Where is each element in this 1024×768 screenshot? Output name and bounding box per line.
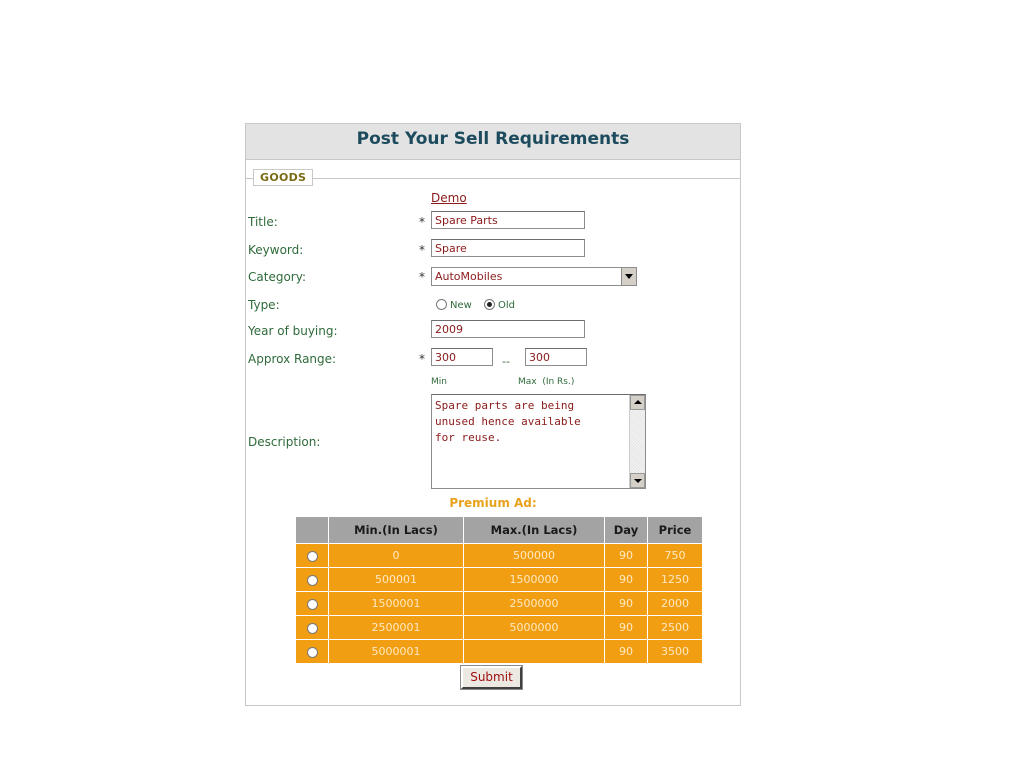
day-cell: 90 — [605, 616, 648, 640]
column-header-select — [296, 517, 329, 544]
type-radio-group — [436, 299, 524, 311]
title-label: Title: — [248, 215, 278, 229]
price-cell: 2000 — [648, 592, 703, 616]
price-cell: 1250 — [648, 568, 703, 592]
column-header-max: Max.(In Lacs) — [464, 517, 605, 544]
scroll-down-icon[interactable] — [630, 473, 645, 488]
table-row[interactable] — [296, 568, 703, 592]
premium-plan-radio[interactable] — [307, 647, 318, 658]
keyword-label: Keyword: — [248, 243, 304, 257]
type-new-label: New — [450, 299, 472, 311]
price-cell: 3500 — [648, 640, 703, 664]
demo-link[interactable]: Demo — [431, 191, 467, 205]
row-select-cell — [296, 592, 329, 616]
day-cell: 90 — [605, 592, 648, 616]
table-header-row — [296, 517, 703, 544]
range-label: Approx Range: — [248, 352, 337, 366]
range-max-caption: Max (In Rs.) — [518, 377, 575, 387]
premium-ad-table — [295, 516, 703, 664]
description-label: Description: — [248, 435, 321, 449]
price-cell: 2500 — [648, 616, 703, 640]
table-row[interactable] — [296, 544, 703, 568]
required-mark: * — [419, 243, 425, 257]
fieldset-divider — [246, 178, 740, 179]
range-max-input[interactable] — [525, 348, 587, 366]
table-row[interactable] — [296, 592, 703, 616]
column-header-price: Price — [648, 517, 703, 544]
max-cell: 2500000 — [464, 592, 605, 616]
day-cell: 90 — [605, 568, 648, 592]
premium-plan-radio[interactable] — [307, 623, 318, 634]
description-textarea[interactable] — [431, 394, 646, 489]
day-cell: 90 — [605, 544, 648, 568]
required-mark: * — [419, 270, 425, 284]
column-header-min: Min.(In Lacs) — [329, 517, 464, 544]
row-select-cell — [296, 544, 329, 568]
page-title: Post Your Sell Requirements — [246, 124, 740, 160]
category-select[interactable] — [431, 267, 637, 286]
fieldset-legend: GOODS — [253, 169, 313, 186]
table-row[interactable] — [296, 616, 703, 640]
required-mark: * — [419, 215, 425, 229]
category-label: Category: — [248, 270, 306, 284]
price-cell: 750 — [648, 544, 703, 568]
premium-plan-radio[interactable] — [307, 599, 318, 610]
max-cell: 5000000 — [464, 616, 605, 640]
premium-ad-title: Premium Ad: — [449, 496, 537, 510]
row-select-cell — [296, 640, 329, 664]
row-select-cell — [296, 616, 329, 640]
min-cell: 5000001 — [329, 640, 464, 664]
category-selected-value: AutoMobiles — [435, 270, 503, 283]
type-old-radio[interactable] — [484, 299, 495, 310]
type-old-label: Old — [498, 299, 515, 311]
type-new-radio[interactable] — [436, 299, 447, 310]
title-input[interactable] — [431, 211, 585, 229]
max-cell — [464, 640, 605, 664]
chevron-down-icon[interactable] — [621, 268, 636, 285]
max-cell: 500000 — [464, 544, 605, 568]
year-label: Year of buying: — [248, 324, 338, 338]
range-separator: -- — [502, 355, 510, 368]
range-min-caption: Min — [431, 377, 447, 387]
sell-requirements-panel — [245, 123, 741, 706]
keyword-input[interactable] — [431, 239, 585, 257]
description-text: Spare parts are being unused hence available for reuse. — [435, 399, 581, 444]
premium-plan-radio[interactable] — [307, 551, 318, 562]
min-cell: 0 — [329, 544, 464, 568]
required-mark: * — [419, 352, 425, 366]
column-header-day: Day — [605, 517, 648, 544]
scroll-up-icon[interactable] — [630, 395, 645, 410]
description-scrollbar[interactable] — [629, 395, 645, 488]
row-select-cell — [296, 568, 329, 592]
min-cell: 2500001 — [329, 616, 464, 640]
min-cell: 1500001 — [329, 592, 464, 616]
max-cell: 1500000 — [464, 568, 605, 592]
table-row[interactable] — [296, 640, 703, 664]
type-label: Type: — [248, 298, 280, 312]
year-input[interactable] — [431, 320, 585, 338]
submit-button[interactable]: Submit — [461, 666, 522, 689]
range-min-input[interactable] — [431, 348, 493, 366]
day-cell: 90 — [605, 640, 648, 664]
min-cell: 500001 — [329, 568, 464, 592]
premium-plan-radio[interactable] — [307, 575, 318, 586]
